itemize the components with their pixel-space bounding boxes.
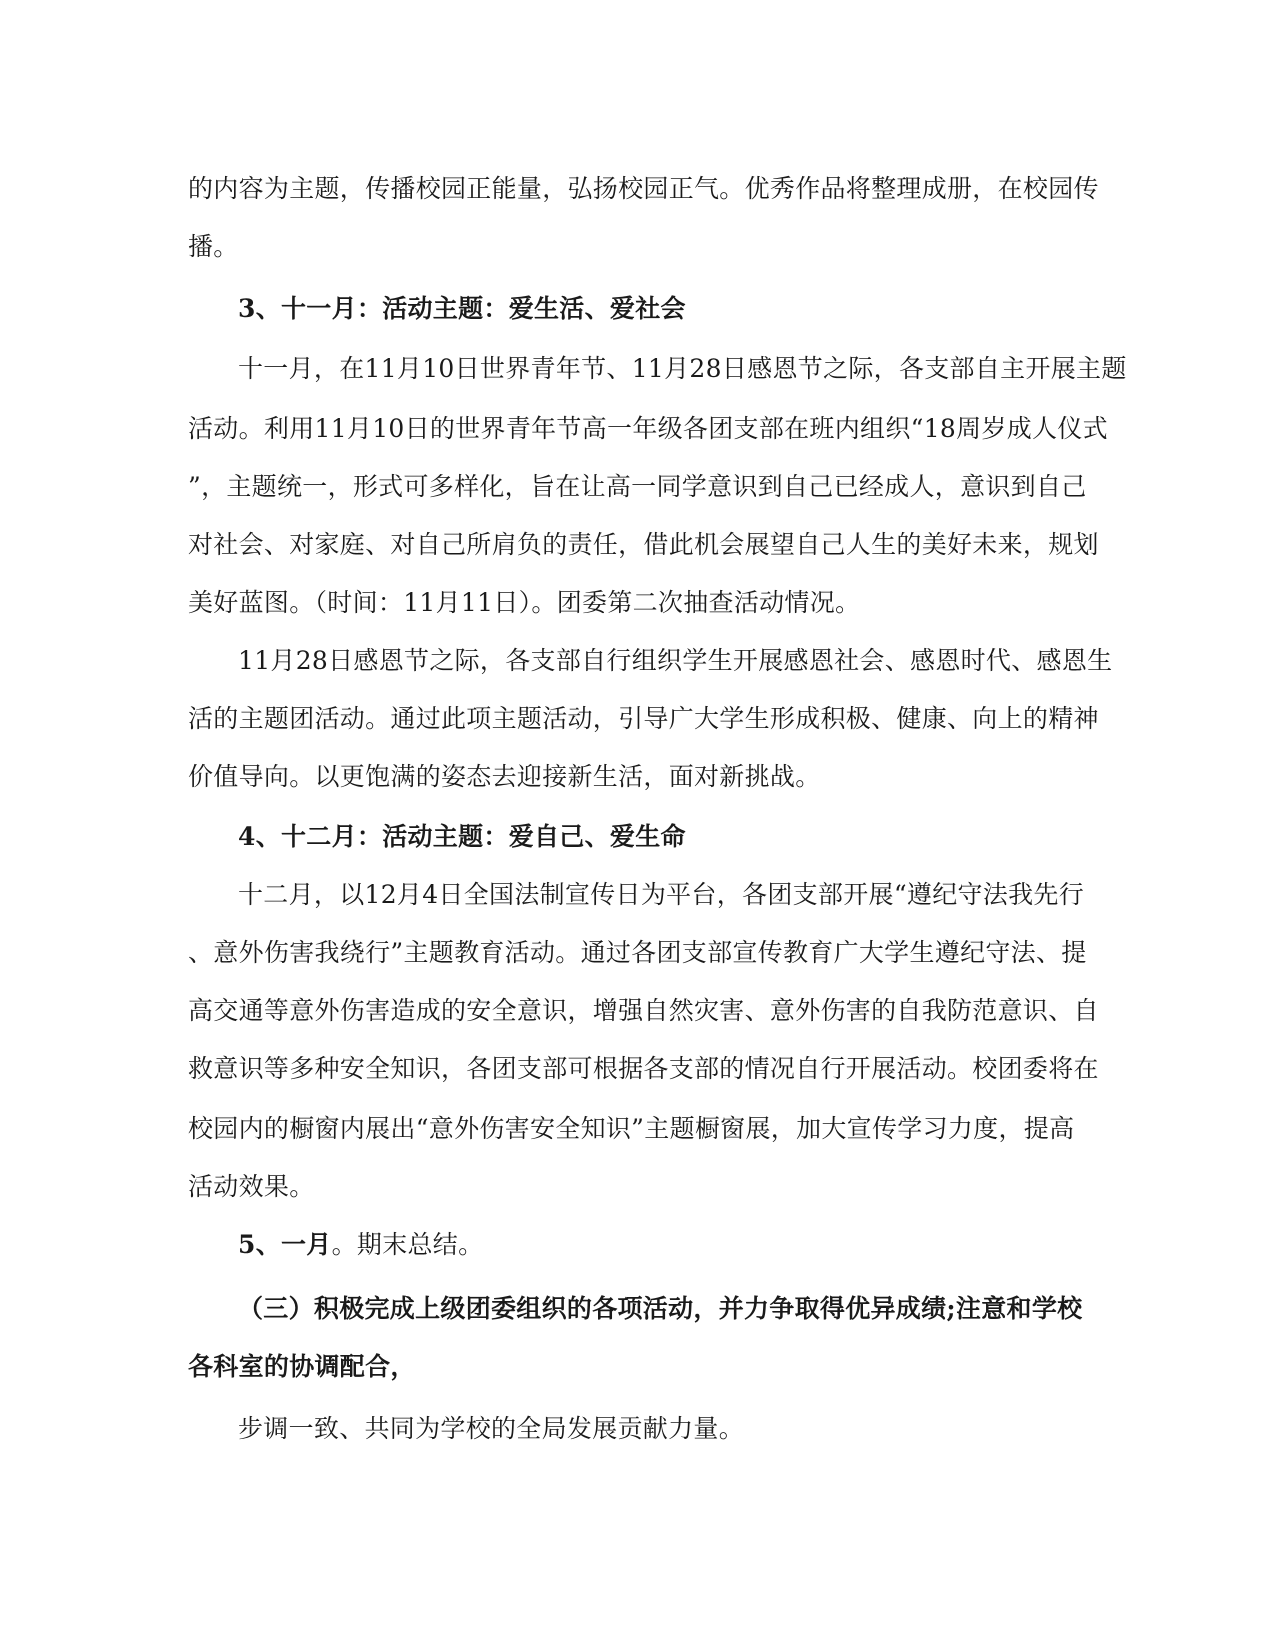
paragraph-line: 、意外伤害我绕行”主题教育活动。通过各团支部宣传教育广大学生遵纪守法、提 [188, 938, 1087, 967]
paragraph-line: 十一月，在11月10日世界青年节、11月28日感恩节之际，各支部自主开展主题 [238, 354, 1127, 383]
paragraph-line: ”，主题统一，形式可多样化，旨在让高一同学意识到自己已经成人，意识到自己 [188, 472, 1087, 501]
paragraph-line: 活的主题团活动。通过此项主题活动，引导广大学生形成积极、健康、向上的精神 [188, 704, 1099, 733]
paragraph-line: 校园内的橱窗内展出“意外伤害安全知识”主题橱窗展，加大宣传学习力度，提高 [188, 1114, 1075, 1143]
paragraph-line: 救意识等多种安全知识，各团支部可根据各支部的情况自行开展活动。校团委将在 [188, 1054, 1099, 1083]
paragraph-line: 活动效果。 [188, 1172, 315, 1201]
section-heading-january-text: 。期末总结。 [331, 1230, 484, 1259]
section-heading-january-label: 5、一月 [238, 1230, 332, 1259]
paragraph-line: 十二月，以12月4日全国法制宣传日为平台，各团支部开展“遵纪守法我先行 [238, 880, 1085, 909]
section-heading-three: （三）积极完成上级团委组织的各项活动，并力争取得优异成绩;注意和学校 [238, 1294, 1083, 1323]
paragraph-line: 活动。利用11月10日的世界青年节高一年级各团支部在班内组织“18周岁成人仪式 [188, 414, 1108, 443]
paragraph-line: 美好蓝图。（时间：11月11日）。团委第二次抽查活动情况。 [188, 588, 861, 617]
paragraph-line: 高交通等意外伤害造成的安全意识，增强自然灾害、意外伤害的自我防范意识、自 [188, 996, 1099, 1025]
paragraph-line: 步调一致、共同为学校的全局发展贡献力量。 [238, 1414, 745, 1443]
paragraph-line: 的内容为主题，传播校园正能量，弘扬校园正气。优秀作品将整理成册，在校园传 [188, 174, 1099, 203]
paragraph-line: 价值导向。以更饱满的姿态去迎接新生活，面对新挑战。 [188, 762, 821, 791]
section-heading-january [238, 1228, 483, 1262]
section-heading-december: 4、十二月：活动主题：爱自己、爱生命 [238, 822, 686, 851]
paragraph-line: 对社会、对家庭、对自己所肩负的责任，借此机会展望自己人生的美好未来，规划 [188, 530, 1099, 559]
section-heading-three-continued: 各科室的协调配合， [188, 1352, 416, 1381]
section-heading-november: 3、十一月：活动主题：爱生活、爱社会 [238, 294, 686, 323]
paragraph-line: 11月28日感恩节之际，各支部自行组织学生开展感恩社会、感恩时代、感恩生 [238, 646, 1113, 675]
paragraph-line: 播。 [188, 232, 239, 261]
